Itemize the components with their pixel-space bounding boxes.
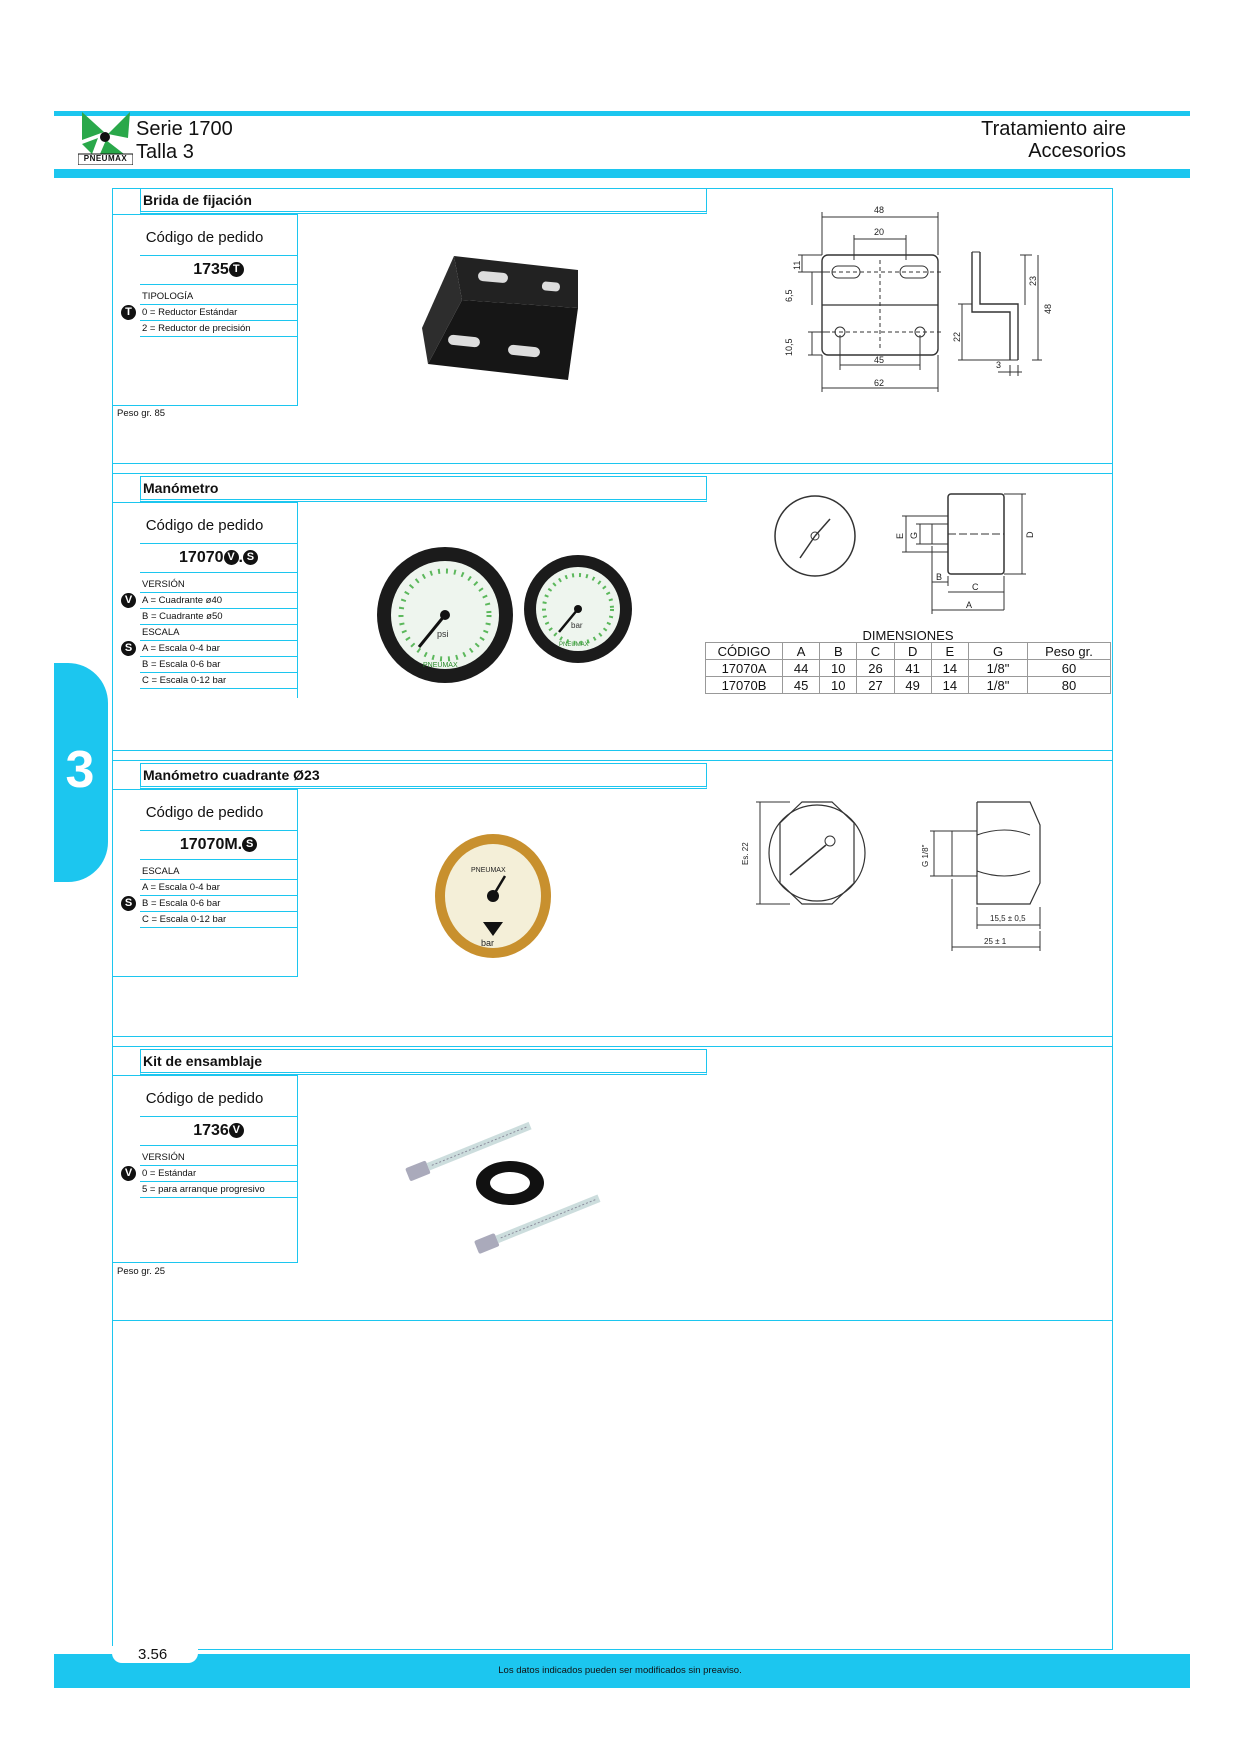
option-row [124, 1166, 297, 1182]
order-label: Código de pedido [145, 517, 264, 534]
option-row [140, 673, 297, 689]
section-separator [112, 1036, 1112, 1037]
table-cell: 26 [857, 660, 894, 677]
option-text: 5 = para arranque progresivo [142, 1184, 265, 1195]
order-code [140, 830, 297, 860]
footer-note: Los datos indicados pueden ser modificados sin preaviso. [498, 1665, 742, 1676]
version-badge: V [121, 593, 136, 608]
dim-letter-a: A [966, 600, 973, 610]
order-code [140, 1116, 297, 1146]
section-separator [112, 750, 1112, 751]
order-code [140, 255, 297, 285]
section-title-brida: Brida de fijación [140, 188, 707, 214]
subcategory-title: Accesorios [1028, 140, 1126, 162]
option-row [125, 305, 297, 321]
table-cell: 10 [820, 660, 857, 677]
table-header: A [783, 643, 820, 660]
option-text: A = Escala 0-4 bar [142, 882, 220, 893]
table-header: G [969, 643, 1028, 660]
table-header: E [931, 643, 968, 660]
dimensions-table [705, 642, 1111, 694]
table-cell: 27 [857, 677, 894, 694]
option-text: C = Escala 0-12 bar [142, 914, 227, 925]
option-text: B = Escala 0-6 bar [142, 659, 221, 670]
scale-badge: S [121, 896, 136, 911]
table-cell: 10 [820, 677, 857, 694]
dim-6-5: 6,5 [784, 289, 794, 302]
code-separator: . [238, 549, 243, 566]
gauge-drawing [770, 486, 1070, 621]
dim-48b: 48 [1043, 303, 1053, 314]
section-separator [112, 473, 1112, 474]
gauge-photo-small [523, 552, 633, 672]
version-badge: V [121, 1166, 136, 1181]
dim-es-22: Es. 22 [741, 842, 750, 865]
option-row [124, 896, 297, 912]
section-title-manometro-23: Manómetro cuadrante Ø23 [140, 763, 707, 789]
category-title: Tratamiento aire [981, 118, 1126, 140]
dim-letter-e: E [895, 532, 905, 539]
gauge-unit-bar: bar [571, 621, 583, 630]
gauge-unit-psi: psi [437, 629, 449, 639]
dim-45: 45 [874, 355, 885, 365]
dim-10-5: 10,5 [784, 338, 794, 356]
option-group-label: TIPOLOGÍA [140, 289, 297, 305]
dim-letter-c: C [972, 582, 979, 592]
table-cell: 1/8" [969, 660, 1028, 677]
scale-badge: S [242, 837, 257, 852]
option-group-label: VERSIÓN [140, 577, 297, 593]
bracket-drawing [770, 200, 1070, 400]
dim-20: 20 [874, 227, 885, 237]
header-top-rule [54, 111, 1190, 116]
section-separator [112, 1320, 1112, 1321]
gauge-23-drawing [730, 795, 1060, 965]
table-header: CÓDIGO [706, 643, 783, 660]
order-code-text: 1736 [193, 1122, 229, 1139]
option-text: A = Cuadrante ø40 [142, 595, 223, 606]
series-title: Serie 1700 [136, 118, 233, 140]
gauge-brand: PNEUMAX [559, 642, 589, 648]
kit-photo [400, 1105, 620, 1260]
option-row [124, 641, 297, 657]
header-bottom-rule [54, 169, 1190, 178]
table-cell: 80 [1028, 677, 1111, 694]
option-group-label: VERSIÓN [140, 1150, 297, 1166]
order-box-brida [112, 214, 298, 406]
option-text: 0 = Estándar [142, 1168, 197, 1179]
table-row [706, 677, 1111, 694]
order-box-manometro [112, 502, 298, 698]
gauge-brand: PNEUMAX [423, 662, 458, 669]
order-code [140, 543, 297, 573]
order-box-kit [112, 1075, 298, 1263]
table-cell: 60 [1028, 660, 1111, 677]
option-text: 0 = Reductor Estándar [142, 307, 238, 318]
table-header: Peso gr. [1028, 643, 1111, 660]
order-code-text: 17070 [179, 549, 224, 566]
bracket-photo [418, 248, 598, 393]
dim-letter-g: G [909, 531, 919, 539]
option-row [140, 880, 297, 896]
dim-3: 3 [996, 360, 1002, 370]
section-separator [112, 463, 1112, 464]
scale-badge: S [243, 550, 258, 565]
table-cell: 1/8" [969, 677, 1028, 694]
option-text: 2 = Reductor de precisión [142, 323, 251, 334]
table-cell: 14 [931, 677, 968, 694]
section-title-kit: Kit de ensamblaje [140, 1049, 707, 1075]
option-text: A = Escala 0-4 bar [142, 643, 220, 654]
dim-48: 48 [874, 205, 885, 215]
gauge-brand: PNEUMAX [471, 867, 506, 874]
gauge-unit: bar [481, 938, 495, 948]
dim-letter-d: D [1025, 531, 1035, 538]
gauge-photo-large [375, 545, 515, 690]
section-separator [112, 760, 1112, 761]
option-row [140, 912, 297, 928]
section-separator [112, 1046, 1112, 1047]
size-title: Talla 3 [136, 141, 194, 163]
variant-badge: T [121, 305, 136, 320]
table-cell: 44 [783, 660, 820, 677]
dim-g-1-8: G 1/8" [921, 844, 930, 867]
dim-15-5: 15,5 ± 0,5 [990, 914, 1026, 923]
table-cell: 45 [783, 677, 820, 694]
option-row [124, 593, 297, 609]
table-cell: 49 [894, 677, 931, 694]
dim-letter-b: B [936, 572, 943, 582]
section-title-manometro: Manómetro [140, 476, 707, 502]
dim-11: 11 [792, 260, 802, 270]
order-label: Código de pedido [145, 804, 264, 821]
option-row [140, 657, 297, 673]
table-header: B [820, 643, 857, 660]
option-group-label: ESCALA [140, 864, 297, 880]
dimensions-title: DIMENSIONES [862, 628, 954, 643]
option-text: B = Escala 0-6 bar [142, 898, 221, 909]
order-box-manometro-23 [112, 789, 298, 977]
order-label: Código de pedido [145, 1090, 264, 1107]
table-cell: 17070A [706, 660, 783, 677]
option-text: B = Cuadrante ø50 [142, 611, 223, 622]
table-row [706, 660, 1111, 677]
version-badge: V [224, 550, 239, 565]
option-row [140, 321, 297, 337]
brand-logo [78, 110, 133, 165]
table-cell: 14 [931, 660, 968, 677]
variant-badge: T [229, 262, 244, 277]
dim-23: 23 [1028, 275, 1038, 286]
dim-62: 62 [874, 378, 885, 388]
dimensions-header-row [706, 643, 1111, 660]
order-code-text: 17070M. [179, 836, 243, 853]
table-header: C [857, 643, 894, 660]
table-cell: 17070B [706, 677, 783, 694]
weight-label: Peso gr. 25 [117, 1266, 166, 1277]
option-row [140, 609, 297, 625]
dim-22: 22 [952, 331, 962, 342]
version-badge: V [229, 1123, 244, 1138]
option-row [140, 1182, 297, 1198]
page-number: 3.56 [138, 1646, 168, 1663]
order-code-text: 1735 [193, 261, 229, 278]
dim-25: 25 ± 1 [984, 937, 1007, 946]
table-header: D [894, 643, 931, 660]
option-group-label: ESCALA [140, 625, 297, 641]
scale-badge: S [121, 641, 136, 656]
table-cell: 41 [894, 660, 931, 677]
order-label: Código de pedido [145, 229, 264, 246]
chapter-number: 3 [65, 741, 95, 799]
brand-name: PNEUMAX [83, 154, 128, 163]
gauge-23-photo [433, 832, 553, 967]
weight-label: Peso gr. 85 [117, 408, 166, 419]
option-text: C = Escala 0-12 bar [142, 675, 227, 686]
